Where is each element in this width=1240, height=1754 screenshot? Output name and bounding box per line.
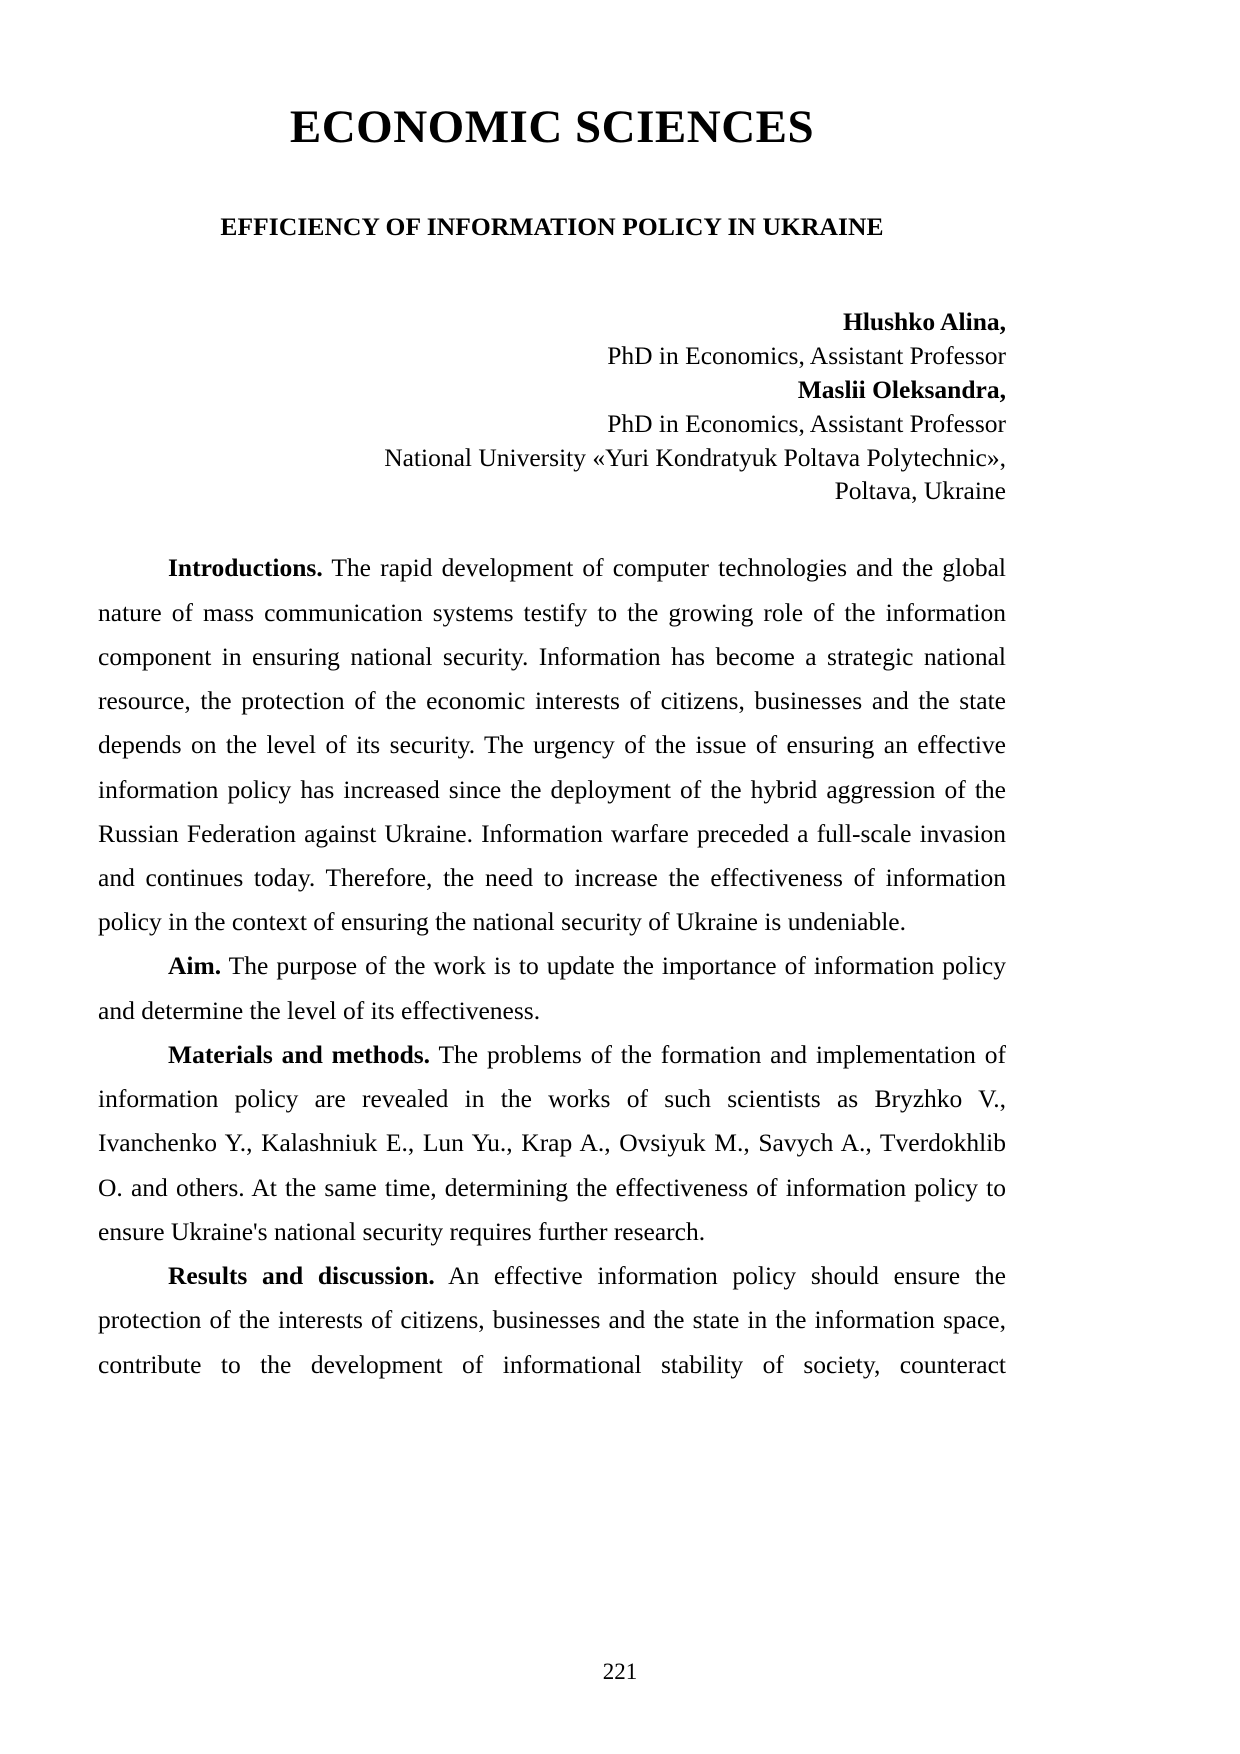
body-text <box>98 546 1006 1431</box>
paragraph-aim <box>98 944 1006 1032</box>
paragraph-body-aim: The purpose of the work is to update the importance of information policy and determine the level of its effectiveness. <box>98 951 1006 1025</box>
paragraph-lead-materials-and-methods: Materials and methods. <box>168 1039 431 1069</box>
paragraph-body-results-and-discussion: An effective information policy should ensure the protection of the interests of citizens, businesses and the state in the information space, contribute to the development of informational stability of society, counteract <box>98 1261 1006 1379</box>
paragraph-body-materials-and-methods: The problems of the formation and implementation of information policy are revealed in the works of such scientists as Bryzhko V., Ivanchenko Y., Kalashniuk E., Lun Yu., Krap A., Ovsiyuk M., Savych A., Tverdokhlib O. and others. At the same time, determining the effectiveness of information policy to ensure Ukraine's national security requires further research. <box>98 1039 1006 1246</box>
paragraph-materials-and-methods <box>98 1033 1006 1254</box>
paragraph-lead-introductions: Introductions. <box>168 553 323 583</box>
paragraph-body-introductions: The rapid development of computer technologies and the global nature of mass communication systems testify to the growing role of the information component in ensuring national security. Information has become a strategic national resource, the protection of the economic interests of citizens, businesses and the state depends on the level of its security. The urgency of the issue of ensuring an effective information policy has increased since the deployment of the hybrid aggression of the Russian Federation against Ukraine. Information warfare preceded a full-scale invasion and continues today. Therefore, the need to increase the effectiveness of information policy in the context of ensuring the national security of Ukraine is undeniable. <box>98 553 1006 937</box>
author-block <box>98 305 1006 508</box>
paragraph-results-and-discussion <box>98 1254 1006 1431</box>
author-affiliation-2: PhD in Economics, Assistant Professor <box>607 408 1006 438</box>
author-affiliation-1: PhD in Economics, Assistant Professor <box>607 340 1006 370</box>
author-name-2: Maslii Oleksandra, <box>797 374 1006 404</box>
author-name-1: Hlushko Alina, <box>843 306 1006 336</box>
page-content <box>98 0 1006 1431</box>
page-number: 221 <box>602 1659 638 1684</box>
author-institution: National University «Yuri Kondratyuk Poltava Polytechnic», <box>384 442 1006 472</box>
section-heading: ECONOMIC SCIENCES <box>289 101 815 153</box>
paragraph-lead-results-and-discussion: Results and discussion. <box>168 1261 435 1291</box>
paragraph-introductions <box>98 546 1006 944</box>
author-location: Poltava, Ukraine <box>834 476 1006 506</box>
paragraph-lead-aim: Aim. <box>168 951 222 981</box>
article-title: EFFICIENCY OF INFORMATION POLICY IN UKRAINE <box>220 212 884 242</box>
